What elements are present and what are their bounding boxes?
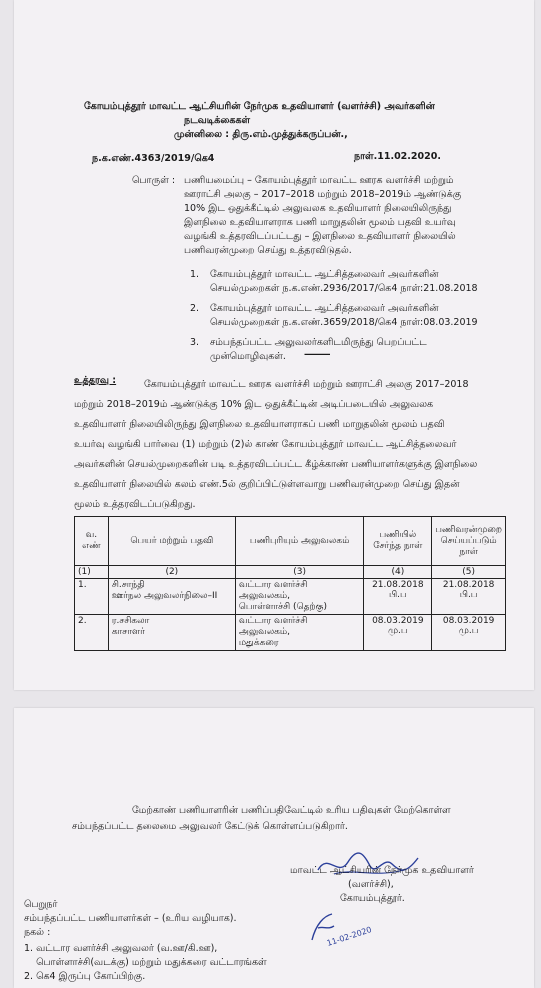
reference-line: செயல்முறைகள் ந.க.எண்.2936/2017/கெ4 நாள்:21.08.2018: [210, 283, 478, 294]
copy-item: பொள்ளாச்சி(வடக்கு) மற்றும் மதுக்கரை வட்டாரங்கள்: [24, 957, 267, 968]
column-header: பணிபுரியும் அலுவலகம்: [235, 517, 364, 566]
subject-line: 10% இட ஒதுக்கீட்டில் அலுவலக உதவியாளர் நிலையிலிருந்து: [184, 203, 452, 214]
date-value: 08.03.2019: [372, 616, 424, 626]
session-value: மு.ப: [458, 626, 479, 636]
order-body-line: உதவியாளர் நிலையில் கலம் எண்.5ல் குறிப்பிட்டுள்ளவாறு பணிவரன்முறை செய்து இதன்: [74, 479, 460, 490]
reference-number-label: 3.: [190, 337, 200, 348]
order-heading-line1: கோயம்புத்தூர் மாவட்ட ஆட்சியரின் நேர்முக உதவியாளர் (வளர்ச்சி) அவர்களின்: [84, 101, 435, 112]
employee-name: ர.சசிகலா: [111, 616, 150, 626]
subject-line: பணிவரன்முறை செய்து உத்தரவிடுதல்.: [184, 245, 352, 256]
employee-post: ஊர்நல அலுவலர்நிலை–II: [111, 591, 218, 601]
reference-line: கோயம்புத்தூர் மாவட்ட ஆட்சித்தலைவர் அவர்களின்: [210, 269, 439, 280]
table-row: [75, 579, 506, 615]
date-value: 21.08.2018: [442, 580, 495, 590]
order-body-line: மற்றும் 2018–2019ம் ஆண்டுக்கு 10% இட ஒதுக்கீட்டின் அடிப்படையில் அலுவலக: [74, 399, 434, 410]
column-number: (1): [75, 566, 109, 579]
subject-line: ஊராட்சி அலகு – 2017–2018 மற்றும் 2018–2019ம் ஆண்டுக்கு: [184, 189, 462, 200]
column-header: பணியில் சேர்ந்த நாள்: [364, 517, 432, 566]
subject-line: வழங்கி உத்தரவிடப்பட்டது – இளநிலை உதவியாளர் நிலையில்: [184, 231, 456, 242]
column-header: வ. எண்: [75, 517, 109, 566]
request-line: சம்பந்தப்பட்ட தலைமை அலுவலர் கேட்டுக் கொள்ளப்படுகிறார்.: [72, 821, 348, 832]
employee-post: காசாளர்: [111, 627, 145, 637]
order-page-2: [14, 708, 534, 988]
staff-regularisation-table: [74, 516, 506, 651]
subject-label: பொருள் :: [132, 175, 176, 186]
reference-item: [190, 268, 510, 296]
office: [235, 579, 364, 615]
subject-line: பணியமைப்பு – கோயம்புத்தூர் மாவட்ட ஊரக வளர்ச்சி மற்றும்: [184, 175, 454, 186]
reference-line: செயல்முறைகள் ந.க.எண்.3659/2018/கெ4 நாள்:08.03.2019: [210, 317, 478, 328]
column-number: (2): [108, 566, 235, 579]
column-number: (4): [364, 566, 432, 579]
reference-number-label: 2.: [190, 303, 200, 314]
reference-line: முன்மொழிவுகள்.: [210, 351, 286, 362]
reference-line: சம்பந்தப்பட்ட அலுவலர்களிடமிருந்து பெறப்பட்ட: [210, 337, 427, 348]
order-body-line: உயர்வு வழங்கி பார்வை (1) மற்றும் (2)ல் காண் கோயம்புத்தூர் மாவட்ட ஆட்சித்தலைவர்: [74, 439, 457, 450]
section-separator: ———: [304, 349, 330, 360]
date-value: 21.08.2018: [372, 580, 424, 590]
order-date: நாள்.11.02.2020.: [354, 151, 441, 162]
joining-date: [364, 579, 432, 615]
recipient-line: சம்பந்தப்பட்ட பணியாளர்கள் – (உரிய வழியாக).: [24, 913, 237, 924]
recipient-label: பெறுநர்: [24, 899, 58, 910]
signatory-place: கோயம்புத்தூர்.: [340, 893, 405, 904]
request-line: மேற்காண் பணியாளரின் பணிப்பதிவேட்டில் உரிய பதிவுகள் மேற்கொள்ள: [132, 805, 451, 816]
office: [235, 615, 364, 651]
initial-date: 11-02-2020: [325, 925, 373, 948]
reference-line: கோயம்புத்தூர் மாவட்ட ஆட்சித்தலைவர் அவர்களின்: [210, 303, 439, 314]
session-value: பி.ப: [459, 590, 478, 600]
column-header: பணிவரன்முறை செய்யப்படும் நாள்: [432, 517, 506, 566]
copy-item: 2. கெ4 இருப்பு கோப்பிற்கு.: [24, 971, 146, 982]
order-heading-line2: நடவடிக்கைகள்: [184, 115, 251, 126]
session-value: மு.ப: [388, 626, 408, 636]
office-line: வட்டார வளர்ச்சி அலுவலகம்,: [238, 616, 308, 637]
subject-text: [184, 174, 504, 258]
column-number: (5): [432, 566, 506, 579]
order-body-line: மூலம் உத்தரவிடப்படுகிறது.: [74, 499, 196, 510]
order-label: உத்தரவு :: [74, 375, 117, 386]
copy-item: 1. வட்டார வளர்ச்சி அலுவலர் (வ.ஊ/கி.ஊ),: [24, 943, 218, 954]
column-number: (3): [235, 566, 364, 579]
office-line: பொள்ளாச்சி (தெற்கு): [238, 602, 328, 612]
name-and-post: [108, 579, 235, 615]
copy-label: நகல் :: [24, 927, 51, 938]
office-line: வட்டார வளர்ச்சி அலுவலகம்,: [238, 580, 308, 601]
order-body-line: உதவியாளர் நிலையிலிருந்து இளநிலை உதவியாளராகப் பணி மாறுதலின் மூலம் பதவி: [74, 419, 445, 430]
column-header: பெயர் மற்றும் பதவி: [108, 517, 235, 566]
signatory-designation: மாவட்ட ஆட்சியரின் நேர்முக உதவியாளர்: [290, 865, 474, 876]
references-list: [190, 268, 510, 364]
serial-number: 2.: [75, 615, 109, 651]
order-body-line: கோயம்புத்தூர் மாவட்ட ஊரக வளர்ச்சி மற்றும் ஊராட்சி அலகு 2017–2018: [144, 379, 469, 390]
joining-date: [364, 615, 432, 651]
column-number-row: [75, 566, 506, 579]
order-body: [74, 378, 514, 512]
reference-item: [190, 336, 510, 364]
regularisation-date: [432, 615, 506, 651]
date-value: 08.03.2019: [442, 616, 495, 626]
reference-item: [190, 302, 510, 330]
regularisation-date: [432, 579, 506, 615]
reference-number-label: 1.: [190, 269, 200, 280]
table-header-row: [75, 517, 506, 566]
presence-line: முன்னிலை : திரு.எம்.முத்துக்கருப்பன்.,: [174, 129, 348, 140]
table-row: [75, 615, 506, 651]
serial-number: 1.: [75, 579, 109, 615]
reference-number: ந.க.எண்.4363/2019/கெ4: [92, 153, 215, 164]
name-and-post: [108, 615, 235, 651]
signatory-unit: (வளர்ச்சி),: [348, 879, 394, 890]
employee-name: சி.சாந்தி: [111, 580, 145, 590]
session-value: பி.ப: [388, 590, 407, 600]
office-line: மதுக்கரை: [238, 638, 279, 648]
subject-line: இளநிலை உதவியாளராக பணி மாறுதலின் மூலம் பதவி உயர்வு: [184, 217, 456, 228]
order-page-1: [14, 0, 534, 690]
order-body-line: அவர்களின் செயல்முறைகளின் படி உத்தரவிடப்பட்ட கீழ்க்காண் பணியாளர்களுக்கு இளநிலை: [74, 459, 478, 470]
